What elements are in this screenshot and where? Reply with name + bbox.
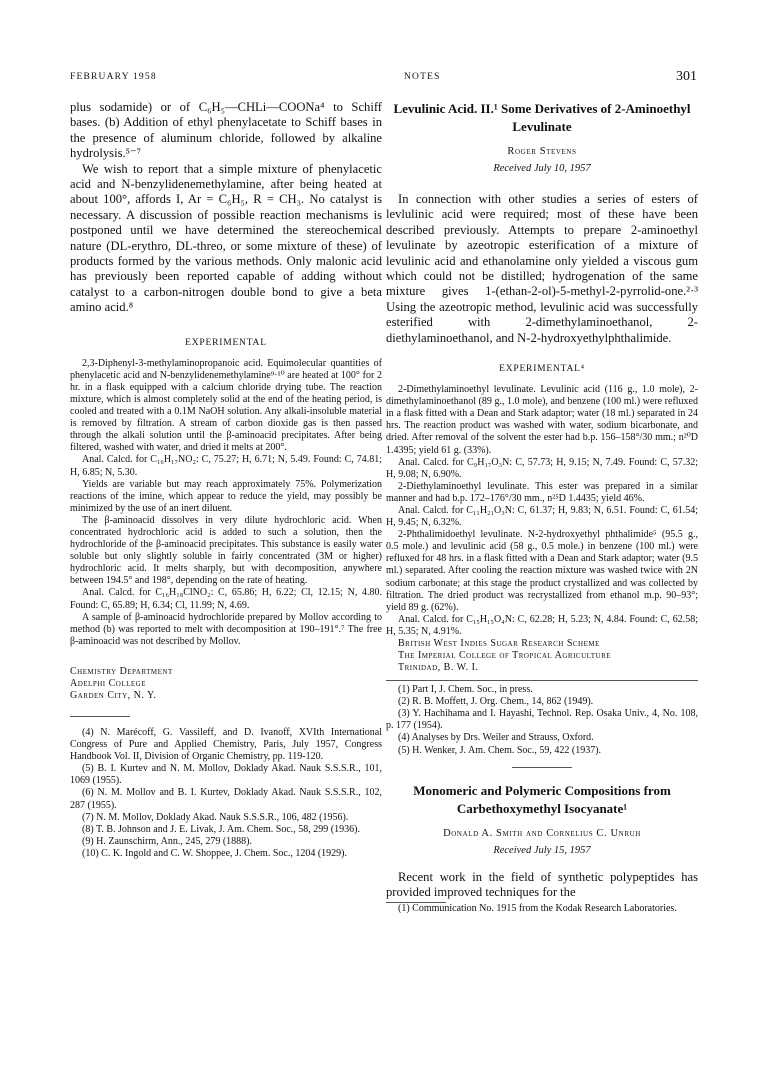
- reference-item: (5) H. Wenker, J. Am. Chem. Soc., 59, 422 (1937).: [398, 744, 602, 756]
- address-line: Chemistry Department: [70, 665, 173, 677]
- article-intro: In connection with other studies a series of esters of levlulinic acid were required; most of these have been described previously. Attempts to prepare 2-aminoethyl levulinate by azeotropic esterification of a mixture of levulinic acid and ethanolamine only yielded a viscous gum which could not be distilled; hydrogenation of the same mixture gives 1-(ethan-2-ol)-5-methyl-2-pyrrolid-one.²·³ Using the azeotropic method, levulinic acid was successfully esterified with 2-dimethylaminoethanol, 2-diethylaminoethanol, and N-2-hydroxyethylphthalimide.: [386, 192, 698, 345]
- experimental-paragraph: 2,3-Diphenyl-3-methylaminopropanoic acid. Equimolecular quantities of phenylacetic acid and N-benzylidenemethylamine⁹·¹⁰ are heated at 100° for 2 hr. in a flask equipped with a calcium chloride drying tube. The reaction mixture, which is almost completely solid at the end of the heating period, is cooled and treated with a 0.1M NaOH solution. Any alkali-insoluble material is removed by filtration. A stream of carbon dioxide gas is then passed through the alkali solution until the β-aminoacid precipitates. After being filtered, washed with water, and dried it melts at 200°.: [70, 357, 382, 454]
- left-column: [70, 100, 382, 860]
- article-intro: Recent work in the field of synthetic polypeptides has provided improved techniques for the: [386, 869, 698, 899]
- reference-item: (10) C. K. Ingold and C. W. Shoppee, J. Chem. Soc., 1204 (1929).: [82, 847, 347, 859]
- address-line: British West Indies Sugar Research Scheme: [398, 638, 600, 650]
- reference-item: (9) H. Zaunschirm, Ann., 245, 279 (1888).: [82, 835, 252, 847]
- experimental-paragraph: A sample of β-aminoacid hydrochloride prepared by Mollov according to method (b) was reported to melt with decomposition at 190–191°.⁷ The free β-aminoacid was not described by Mollov.: [70, 611, 382, 647]
- address-line: The Imperial College of Tropical Agriculture: [398, 650, 612, 662]
- reference-item: (5) B. I. Kurtev and N. M. Mollov, Doklady Akad. Nauk S.S.S.R., 101, 1069 (1955).: [70, 763, 382, 787]
- experimental-paragraph: 2-Diethylaminoethyl levulinate. This ester was prepared in a similar manner and had b.p. 172–176°/30 mm., n²⁵D 1.4435; yield 46%.: [386, 480, 698, 504]
- references: [386, 680, 698, 757]
- analysis-paragraph: Anal. Calcd. for C₁₆H₁₈ClNO₂: C, 65.86; H, 6.22; Cl, 12.15; N, 4.80. Found: C, 65.89; H, 6.34; Cl, 11.99; N, 4.69.: [70, 587, 382, 611]
- references: [70, 727, 382, 860]
- experimental-paragraph: Yields are variable but may reach approximately 75%. Polymerization reactions of the imine, which appear to reduce the yield, may possibly be minimized by the use of an inert diluent.: [70, 478, 382, 514]
- analysis-paragraph: Anal. Calcd. for C₁₅H₁₅O₄N: C, 62.28; H, 5.23; N, 4.84. Found: C, 62.58; H, 5.35; N, 4.91%.: [386, 613, 698, 637]
- author-address: [386, 638, 698, 674]
- experimental-heading: EXPERIMENTAL⁴: [499, 364, 585, 375]
- author-address: [70, 666, 382, 702]
- body-paragraph: We wish to report that a simple mixture of phenylacetic acid and N-benzylidenemethylamine, after being heated at about 100°, affords I, Ar = C₆H₅, R = CH₃. No catalyst is necessary. A discussion of possible reaction mechanisms is postponed until we have determined the stereochemical nature (DL-erythro, DL-threo, or some mixture of these) of products formed by the various methods. Only malonic acid has previously been reported capable of adding without catalyst to a carbon-nitrogen double bond to give a beta amino acid.⁸: [70, 161, 382, 315]
- page-number: 301: [676, 69, 697, 84]
- reference-item: (2) R. B. Moffett, J. Org. Chem., 14, 862 (1949).: [398, 696, 594, 708]
- reference-item: (1) Part I, J. Chem. Soc., in press.: [398, 684, 533, 696]
- right-column: [386, 100, 698, 916]
- received-date: Received July 15, 1957: [493, 844, 591, 856]
- analysis-paragraph: Anal. Calcd. for C₁₆H₁₇NO₂: C, 75.27; H, 6.71; N, 5.49. Found: C, 74.81; H, 6.85; N, 5.30.: [70, 454, 382, 478]
- article-title: Levulinic Acid. II.¹ Some Derivatives of 2-Aminoethyl Levulinate: [393, 101, 691, 134]
- reference-item: (4) N. Marécoff, G. Vassileff, and D. Ivanoff, XVIth International Congress of Pure and Applied Chemistry, Paris, July 1957, Congress Handbook Vol. II, Division of Organic Chemistry, pp. 119-120.: [70, 726, 382, 763]
- article-authors: Donald A. Smith and Cornelius C. Unruh: [443, 827, 641, 839]
- running-section: NOTES: [404, 72, 441, 82]
- reference-item: (3) Y. Hachihama and I. Hayashi, Technol. Rep. Osaka Univ., 4, No. 108, p. 177 (1954).: [386, 708, 698, 732]
- address-line: Adelphi College: [70, 677, 146, 689]
- address-line: Garden City, N. Y.: [70, 689, 157, 701]
- article-author: Roger Stevens: [507, 146, 577, 157]
- article-title: Monomeric and Polymeric Compositions from Carbethoxymethyl Isocyanate¹: [413, 782, 671, 816]
- reference-item: (7) N. M. Mollov, Doklady Akad. Nauk S.S.S.R., 106, 482 (1956).: [82, 811, 349, 823]
- analysis-paragraph: Anal. Calcd. for C₉H₁₇O₃N: C, 57.73; H, 9.15; N, 7.49. Found: C, 57.32; H, 9.08; N, 6.90%.: [386, 456, 698, 480]
- reference-item: (6) N. M. Mollov and B. I. Kurtev, Doklady Akad. Nauk S.S.S.R., 102, 287 (1955).: [70, 787, 382, 811]
- analysis-paragraph: Anal. Calcd. for C₁₁H₂₁O₃N: C, 61.37; H, 9.83; N, 6.51. Found: C, 61.54; H, 9.45; N, 6.32%.: [386, 505, 698, 529]
- reference-item: (4) Analyses by Drs. Weiler and Strauss, Oxford.: [398, 732, 594, 744]
- experimental-heading: EXPERIMENTAL: [185, 337, 267, 348]
- footnote: (1) Communication No. 1915 from the Kodak Research Laboratories.: [398, 903, 677, 915]
- running-date: FEBRUARY 1958: [70, 72, 157, 82]
- received-date: Received July 10, 1957: [493, 163, 591, 174]
- address-line: Trinidad, B. W. I.: [398, 662, 479, 674]
- experimental-paragraph: The β-aminoacid dissolves in very dilute hydrochloric acid. When concentrated hydrochloric acid is added to such a solution, then the hydrochloride of the β-aminoacid precipitates. This substance is easily water soluble but only slightly soluble in fairly concentrated (3M or higher) hydrochloric acid. It melts sharply, but with decomposition, anywhere between 194.5° and 198°, depending on the rate of heating.: [70, 514, 382, 587]
- body-paragraph: plus sodamide) or of C₆H₅—CHLi—COONa⁴ to Schiff bases. (b) Addition of ethyl phenylacetate to Schiff bases in the presence of aluminum chloride, followed by alkaline hydrolysis.⁵⁻⁷: [70, 100, 382, 161]
- reference-item: (8) T. B. Johnson and J. E. Livak, J. Am. Chem. Soc., 58, 299 (1936).: [82, 823, 360, 835]
- experimental-paragraph: 2-Phthalimidoethyl levulinate. N-2-hydroxyethyl phthalimide⁵ (95.5 g., 0.5 mole.) and levulinic acid (58 g., 0.5 mole.) in benzene (100 ml.) were refluxed for 48 hrs. in a flask fitted with a Dean and Stark adaptor; water (9.5 ml.) separated. After cooling the reaction mixture was washed twice with 2N sodium carbonate; at this stage the product crystallized and was collected by filtration. The dried product was recrystallized from ethanol m.p. 90–93°; yield 89 g. (62%).: [386, 529, 698, 613]
- experimental-paragraph: 2-Dimethylaminoethyl levulinate. Levulinic acid (116 g., 1.0 mole), 2-dimethylaminoethanol (89 g., 1.0 mole), and benzene (100 ml.) were refluxed in a flask fitted with a Dean and Stark adaptor; water (18 ml.) separated in 24 hrs. The reaction product was washed with water, sodium bicarbonate, and dried. After removal of the solvent the ester had b.p. 156–158°/30 mm.; n²⁰D 1.4395; yield 61 g. (33%).: [386, 384, 698, 456]
